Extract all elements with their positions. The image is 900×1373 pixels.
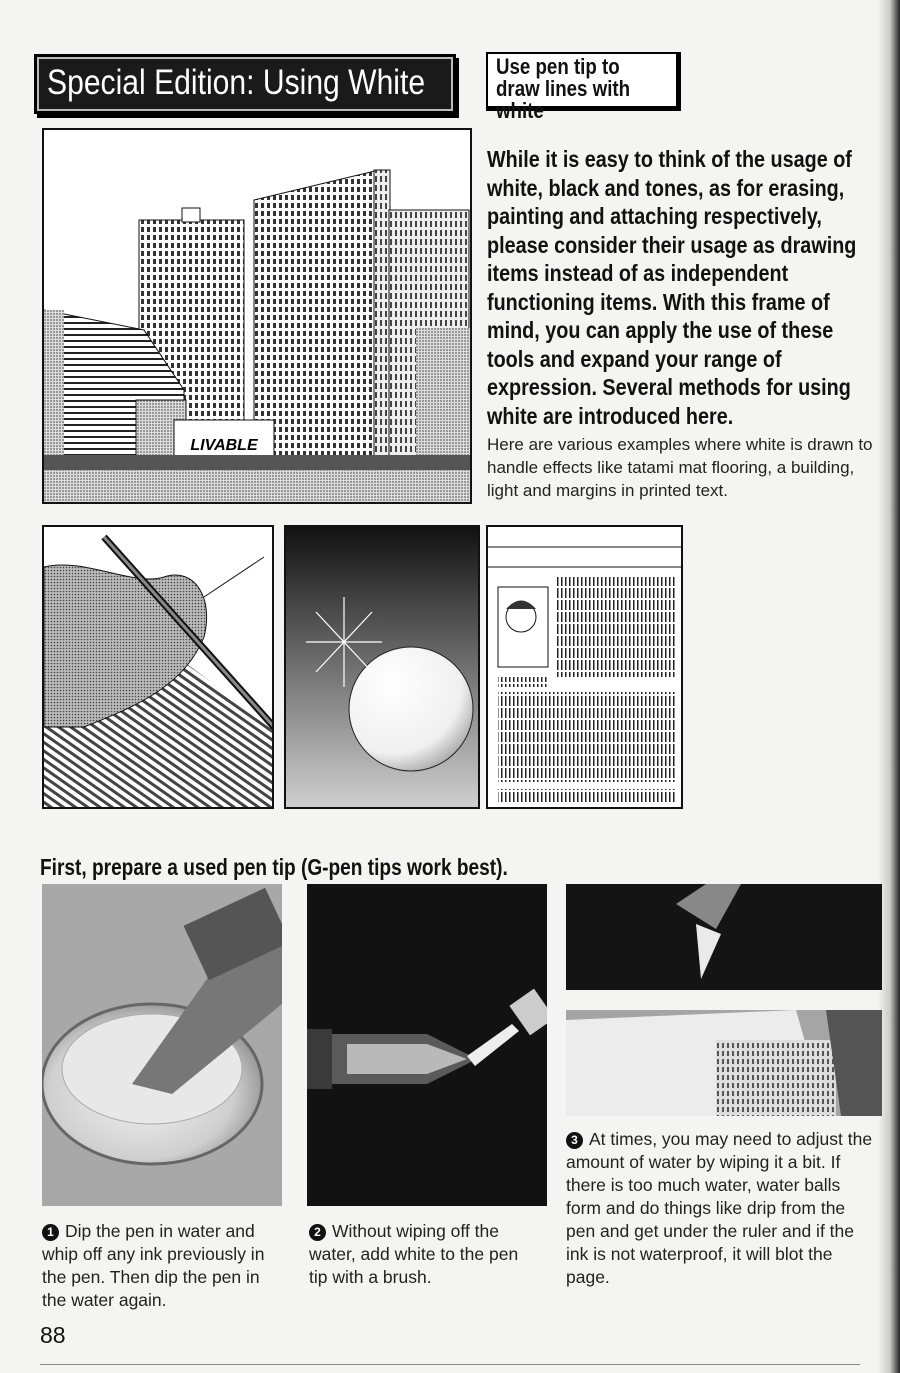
photo-ruler-drawing — [566, 1010, 882, 1116]
step-3-number: 3 — [566, 1132, 583, 1149]
light-orb-illustration — [284, 525, 480, 809]
step-1-text: Dip the pen in water and whip off any ink previously in the pen. Then dip the pen in the water again. — [42, 1221, 265, 1310]
intro-note: Here are various examples where white is drawn to handle effects like tatami mat flooring, a building, light and margins in printed text. — [487, 435, 873, 500]
section-heading: First, prepare a used pen tip (G-pen tips work best). — [40, 854, 508, 880]
step-3-text: At times, you may need to adjust the amount of water by wiping it a bit. If there is too much water, water balls form and do things like drip from the pen and get under the ruler and if the ink is not waterproof, it will blot the page. — [566, 1129, 873, 1287]
page-title: Special Edition: Using White — [47, 63, 426, 102]
photo-water-jar — [42, 884, 282, 1206]
page-edge-shadow — [878, 0, 900, 1373]
step-2-text: Without wiping off the water, add white to the pen tip with a brush. — [309, 1221, 519, 1287]
livable-sign: LIVABLE — [190, 437, 258, 454]
tatami-hand-illustration — [42, 525, 274, 809]
subtitle-box — [486, 52, 681, 123]
step-1-number: 1 — [42, 1224, 59, 1241]
step-2-caption — [309, 1220, 539, 1289]
step-2-number: 2 — [309, 1224, 326, 1241]
page-number: 88 — [40, 1322, 66, 1348]
step-3-caption — [566, 1128, 878, 1289]
step-1-caption — [42, 1220, 287, 1312]
building-illustration — [42, 128, 472, 504]
title-banner — [34, 54, 456, 114]
photo-pen-and-brush — [307, 884, 547, 1206]
intro-paragraph: While it is easy to think of the usage of white, black and tones, as for erasing, painting and attaching respectively, please consider their usage as drawing items instead of as independent functioning items. With this frame of mind, you can apply the use of these tools and expand your range of expression. Several methods for using white are introduced here. — [487, 146, 857, 429]
printed-page-illustration — [486, 525, 683, 809]
photo-pen-tip-closeup — [566, 884, 882, 990]
footer-rule — [40, 1364, 860, 1365]
page-subtitle: Use pen tip to draw lines with white — [496, 54, 631, 123]
